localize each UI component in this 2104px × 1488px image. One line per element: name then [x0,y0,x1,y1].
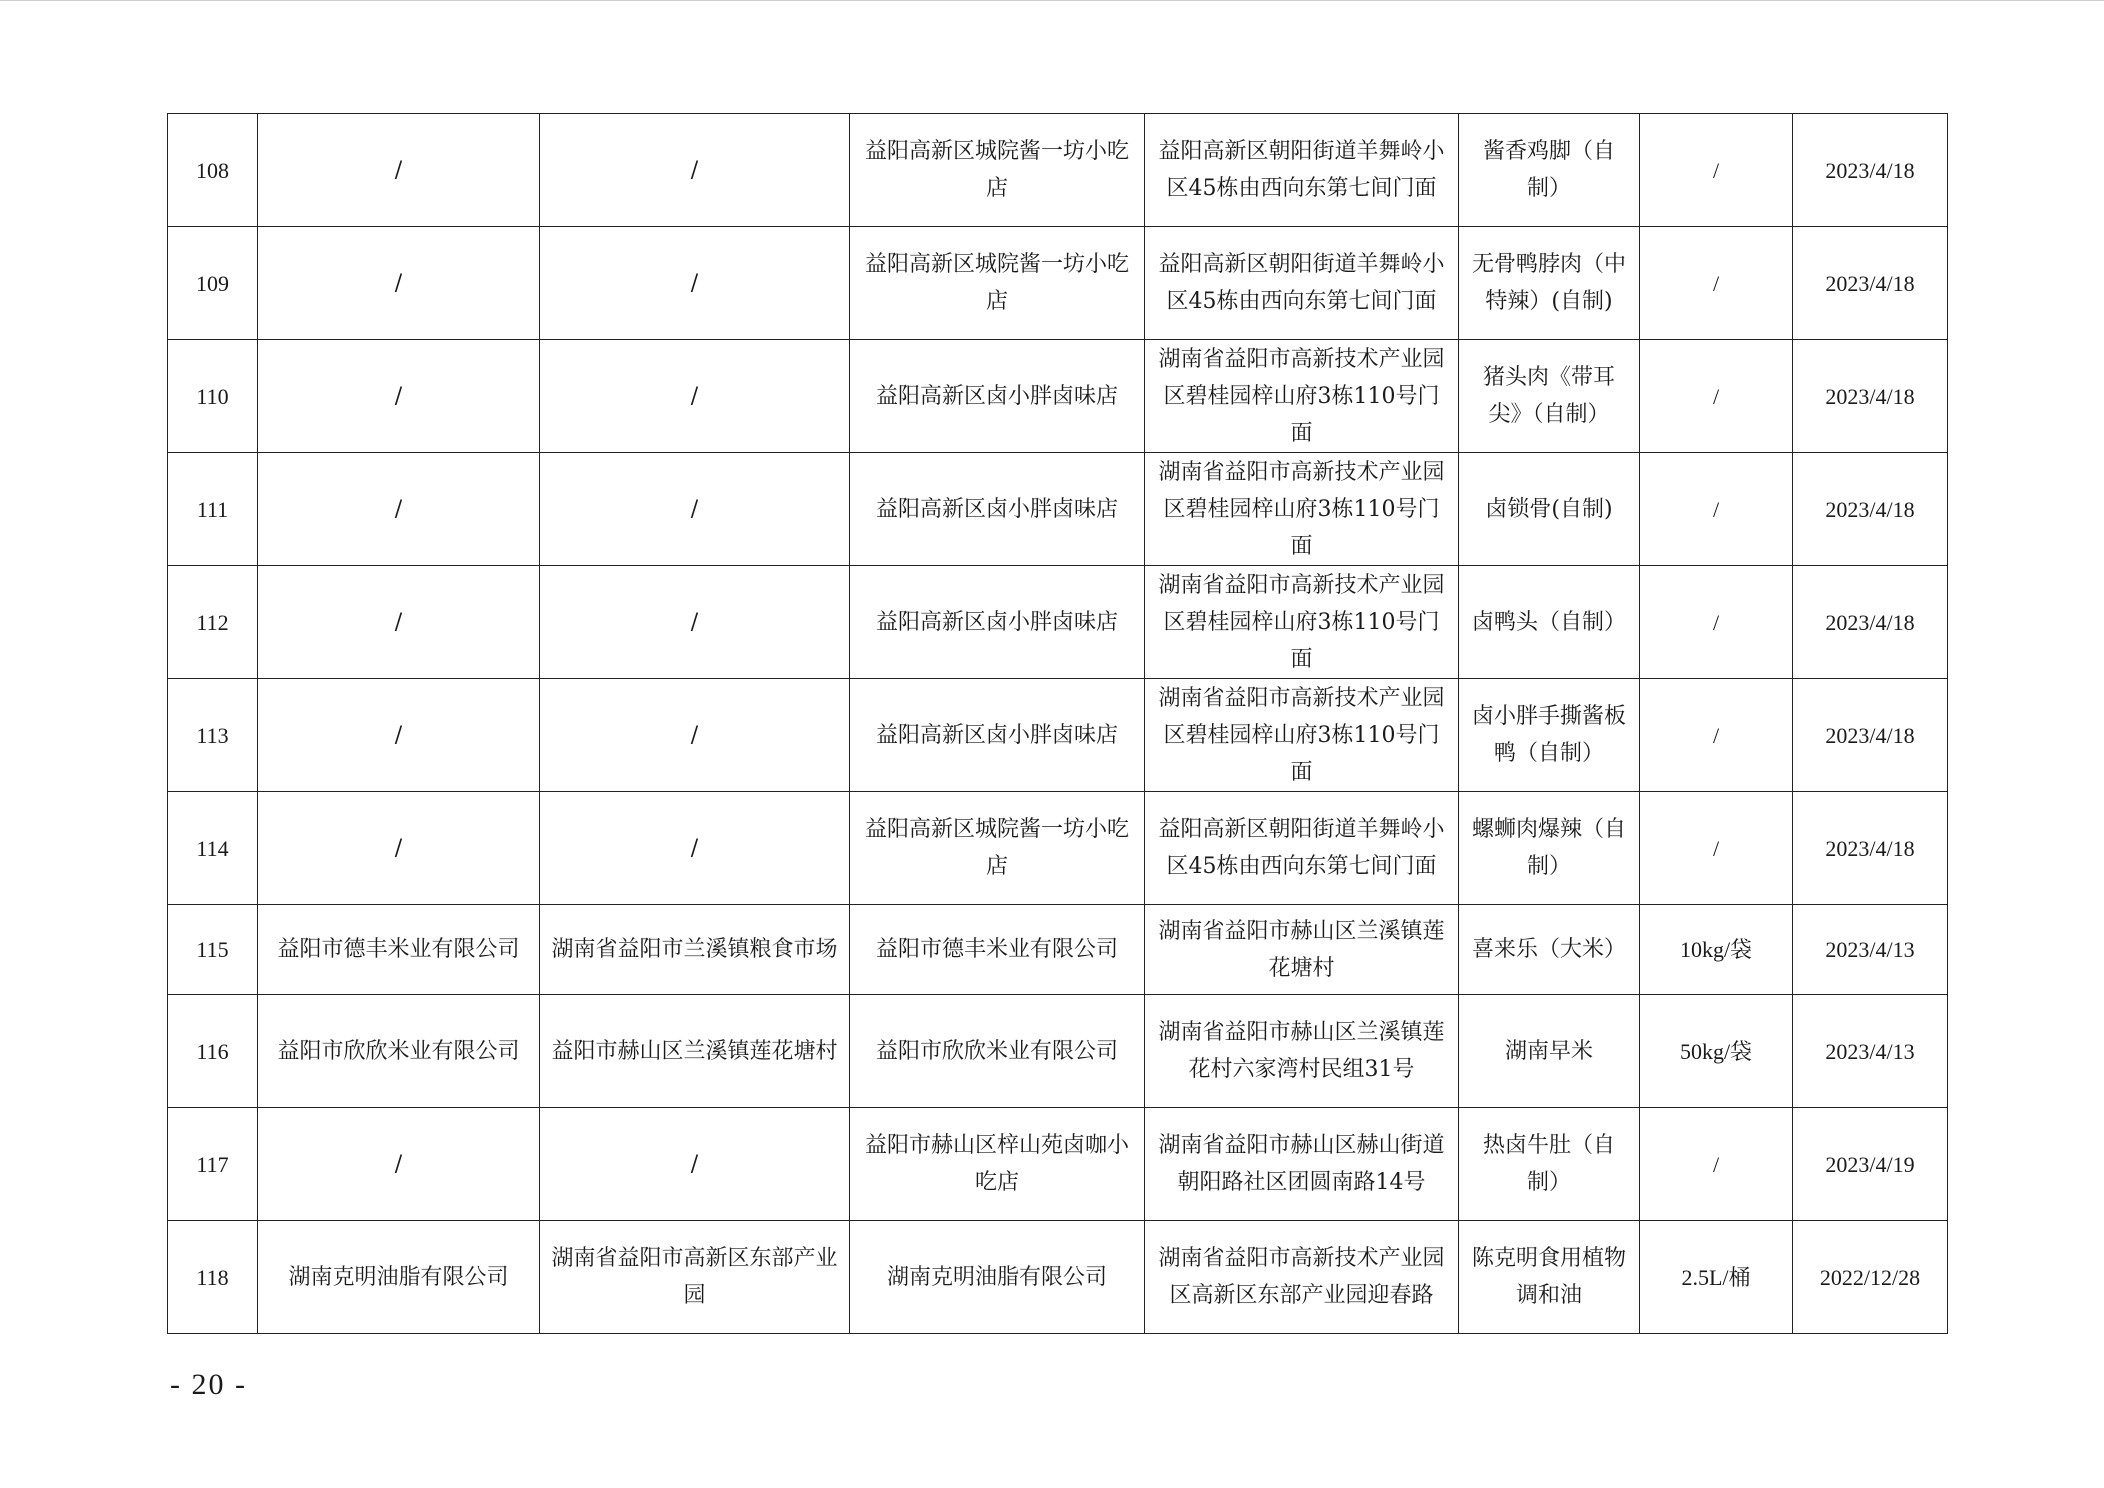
cell-manufacturer-address: / [540,679,850,792]
cell-sampled-address: 湖南省益阳市赫山区赫山街道朝阳路社区团圆南路14号 [1145,1108,1459,1221]
cell-manufacturer-address: 益阳市赫山区兰溪镇莲花塘村 [540,995,850,1108]
cell-production-date: 2023/4/18 [1793,114,1948,227]
table-row [168,1108,1948,1221]
cell-manufacturer: / [258,1108,540,1221]
cell-product-name: 猪头肉《带耳尖》（自制） [1459,340,1640,453]
cell-production-date: 2022/12/28 [1793,1221,1948,1334]
cell-production-date: 2023/4/19 [1793,1108,1948,1221]
cell-specification: / [1640,792,1793,905]
cell-sampled-unit: 益阳高新区卤小胖卤味店 [850,566,1145,679]
cell-number: 118 [168,1221,258,1334]
cell-sampled-address: 湖南省益阳市高新技术产业园区高新区东部产业园迎春路 [1145,1221,1459,1334]
cell-production-date: 2023/4/18 [1793,227,1948,340]
table-row [168,792,1948,905]
cell-number: 108 [168,114,258,227]
cell-number: 115 [168,905,258,995]
cell-manufacturer: 湖南克明油脂有限公司 [258,1221,540,1334]
cell-manufacturer: 益阳市德丰米业有限公司 [258,905,540,995]
cell-product-name: 无骨鸭脖肉（中特辣）(自制) [1459,227,1640,340]
cell-manufacturer-address: 湖南省益阳市高新区东部产业园 [540,1221,850,1334]
cell-product-name: 卤锁骨(自制) [1459,453,1640,566]
table-row [168,566,1948,679]
cell-product-name: 卤鸭头（自制） [1459,566,1640,679]
cell-manufacturer-address: / [540,340,850,453]
cell-production-date: 2023/4/18 [1793,679,1948,792]
cell-specification: / [1640,453,1793,566]
cell-production-date: 2023/4/18 [1793,340,1948,453]
cell-sampled-unit: 益阳高新区卤小胖卤味店 [850,679,1145,792]
cell-sampled-unit: 益阳市德丰米业有限公司 [850,905,1145,995]
cell-manufacturer-address: / [540,227,850,340]
cell-number: 114 [168,792,258,905]
table-row [168,905,1948,995]
cell-sampled-unit: 益阳市欣欣米业有限公司 [850,995,1145,1108]
cell-production-date: 2023/4/13 [1793,995,1948,1108]
cell-specification: / [1640,227,1793,340]
cell-sampled-address: 湖南省益阳市赫山区兰溪镇莲花村六家湾村民组31号 [1145,995,1459,1108]
cell-manufacturer: / [258,340,540,453]
cell-manufacturer: / [258,114,540,227]
cell-sampled-unit: 益阳高新区城院酱一坊小吃店 [850,227,1145,340]
cell-manufacturer-address: 湖南省益阳市兰溪镇粮食市场 [540,905,850,995]
cell-specification: 10kg/袋 [1640,905,1793,995]
table-row [168,1221,1948,1334]
cell-production-date: 2023/4/13 [1793,905,1948,995]
cell-manufacturer: / [258,566,540,679]
cell-product-name: 湖南早米 [1459,995,1640,1108]
cell-sampled-address: 湖南省益阳市高新技术产业园区碧桂园梓山府3栋110号门面 [1145,340,1459,453]
cell-product-name: 热卤牛肚（自制） [1459,1108,1640,1221]
cell-specification: / [1640,1108,1793,1221]
sampling-results-table [167,113,1948,1334]
cell-sampled-unit: 益阳高新区卤小胖卤味店 [850,453,1145,566]
cell-number: 116 [168,995,258,1108]
cell-product-name: 喜来乐（大米） [1459,905,1640,995]
cell-manufacturer-address: / [540,566,850,679]
table-row [168,453,1948,566]
page-number: - 20 - [170,1368,247,1401]
cell-number: 112 [168,566,258,679]
cell-product-name: 螺蛳肉爆辣（自制） [1459,792,1640,905]
cell-sampled-address: 益阳高新区朝阳街道羊舞岭小区45栋由西向东第七间门面 [1145,792,1459,905]
cell-sampled-unit: 益阳高新区卤小胖卤味店 [850,340,1145,453]
cell-sampled-unit: 益阳市赫山区梓山苑卤咖小吃店 [850,1108,1145,1221]
cell-specification: / [1640,679,1793,792]
cell-manufacturer-address: / [540,114,850,227]
cell-manufacturer: / [258,453,540,566]
cell-production-date: 2023/4/18 [1793,566,1948,679]
cell-specification: 2.5L/桶 [1640,1221,1793,1334]
cell-sampled-address: 湖南省益阳市高新技术产业园区碧桂园梓山府3栋110号门面 [1145,679,1459,792]
page-top-edge [0,0,2104,1]
cell-manufacturer-address: / [540,453,850,566]
table-row [168,340,1948,453]
cell-product-name: 陈克明食用植物调和油 [1459,1221,1640,1334]
cell-production-date: 2023/4/18 [1793,453,1948,566]
cell-number: 109 [168,227,258,340]
cell-sampled-unit: 益阳高新区城院酱一坊小吃店 [850,792,1145,905]
cell-product-name: 酱香鸡脚（自制） [1459,114,1640,227]
cell-manufacturer: / [258,792,540,905]
cell-number: 110 [168,340,258,453]
cell-specification: / [1640,340,1793,453]
cell-sampled-address: 益阳高新区朝阳街道羊舞岭小区45栋由西向东第七间门面 [1145,114,1459,227]
cell-manufacturer-address: / [540,1108,850,1221]
table-row [168,995,1948,1108]
table-row [168,114,1948,227]
cell-sampled-unit: 益阳高新区城院酱一坊小吃店 [850,114,1145,227]
table-row [168,679,1948,792]
cell-specification: / [1640,114,1793,227]
cell-number: 111 [168,453,258,566]
cell-manufacturer-address: / [540,792,850,905]
cell-sampled-address: 益阳高新区朝阳街道羊舞岭小区45栋由西向东第七间门面 [1145,227,1459,340]
cell-number: 113 [168,679,258,792]
table-body [168,114,1948,1334]
cell-sampled-address: 湖南省益阳市高新技术产业园区碧桂园梓山府3栋110号门面 [1145,453,1459,566]
cell-sampled-address: 湖南省益阳市高新技术产业园区碧桂园梓山府3栋110号门面 [1145,566,1459,679]
cell-product-name: 卤小胖手撕酱板鸭（自制） [1459,679,1640,792]
cell-manufacturer: / [258,227,540,340]
cell-specification: 50kg/袋 [1640,995,1793,1108]
cell-sampled-address: 湖南省益阳市赫山区兰溪镇莲花塘村 [1145,905,1459,995]
cell-number: 117 [168,1108,258,1221]
cell-specification: / [1640,566,1793,679]
table-row [168,227,1948,340]
cell-manufacturer: / [258,679,540,792]
cell-sampled-unit: 湖南克明油脂有限公司 [850,1221,1145,1334]
cell-production-date: 2023/4/18 [1793,792,1948,905]
cell-manufacturer: 益阳市欣欣米业有限公司 [258,995,540,1108]
